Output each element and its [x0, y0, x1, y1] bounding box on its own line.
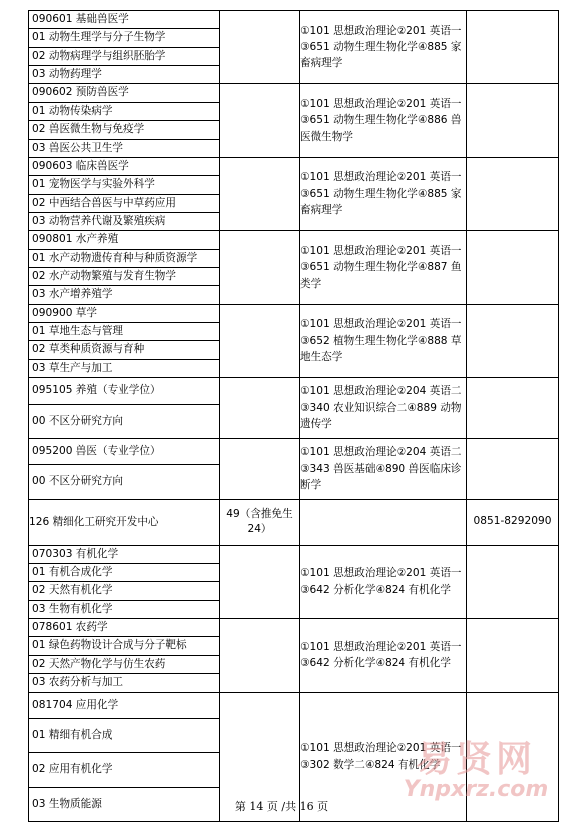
page-footer: 第 14 页 /共 16 页: [234, 800, 329, 813]
research-direction: 01 宠物医学与实验外科学: [29, 176, 219, 194]
major-name: 081704 应用化学: [29, 693, 219, 719]
quota-cell: [220, 545, 300, 618]
research-direction: 02 天然产物化学与仿生农药: [29, 656, 219, 674]
major-cell: [29, 84, 220, 157]
table-row: [29, 545, 559, 618]
research-direction: 01 动物生理学与分子生物学: [29, 29, 219, 47]
major-name: 095200 兽医（专业学位）: [29, 439, 219, 465]
quota-cell: [220, 438, 300, 499]
department-name: 126 精细化工研究开发中心: [29, 499, 220, 545]
quota-cell: [220, 378, 300, 439]
major-cell: [29, 545, 220, 618]
department-phone: 0851-8292090: [467, 499, 559, 545]
research-direction: 01 精细有机合成: [29, 719, 219, 753]
research-direction: 03 农药分析与加工: [32, 676, 124, 689]
major-cell: [29, 304, 220, 377]
research-direction: 02 草类种质资源与育种: [29, 341, 219, 359]
major-cell: [29, 157, 220, 230]
exam-subjects: ①101 思想政治理论②201 英语一③642 分析化学④824 有机化学: [300, 619, 467, 692]
contact-cell: [467, 545, 559, 618]
research-direction: 03 动物药理学: [32, 68, 102, 81]
major-name: 078601 农药学: [29, 619, 219, 637]
major-cell: [29, 231, 220, 304]
contact-cell: [467, 157, 559, 230]
contact-cell: [467, 619, 559, 692]
major-name: 090603 临床兽医学: [29, 158, 219, 176]
exam-subjects: ①101 思想政治理论②201 英语一③651 动物生理生物化学④886 兽医微生物学: [300, 84, 467, 157]
contact-cell: [467, 378, 559, 439]
exam-subjects: ①101 思想政治理论②201 英语一③642 分析化学④824 有机化学: [300, 545, 467, 618]
table-row: [29, 84, 559, 157]
table-row: [29, 304, 559, 377]
department-quota: 49（含推免生 24）: [220, 499, 300, 545]
research-direction: 03 兽医公共卫生学: [32, 141, 124, 154]
table-row: [29, 619, 559, 692]
exam-subjects: ①101 思想政治理论②201 英语一③651 动物生理生物化学④887 鱼类学: [300, 231, 467, 304]
research-direction: 03 生物质能源: [32, 797, 102, 810]
major-name: 090900 草学: [29, 305, 219, 323]
major-name: 090602 预防兽医学: [29, 84, 219, 102]
major-name: 070303 有机化学: [29, 546, 219, 564]
major-cell: [29, 378, 220, 439]
exam-subjects: ①101 思想政治理论②204 英语二③340 农业知识综合二④889 动物遗传学: [300, 378, 467, 439]
research-direction: 03 水产增养殖学: [32, 288, 113, 301]
research-direction: 03 草生产与加工: [32, 361, 113, 374]
major-name: 090801 水产养殖: [29, 231, 219, 249]
quota-cell: [220, 304, 300, 377]
major-name: 090601 基础兽医学: [29, 11, 219, 29]
watermark-en: Ynpxrz.com: [403, 777, 549, 802]
research-direction: 01 动物传染病学: [29, 103, 219, 121]
research-direction: 02 动物病理学与组织胚胎学: [29, 48, 219, 66]
contact-cell: [467, 438, 559, 499]
contact-cell: [467, 84, 559, 157]
major-cell: [29, 11, 220, 84]
research-direction: 02 兽医微生物与免疫学: [29, 121, 219, 139]
table-row: [29, 157, 559, 230]
research-direction: 02 天然有机化学: [29, 582, 219, 600]
exam-subjects: ①101 思想政治理论②204 英语二③343 兽医基础④890 兽医临床诊断学: [300, 438, 467, 499]
quota-cell: [220, 619, 300, 692]
major-cell: [29, 619, 220, 692]
table-row: [29, 231, 559, 304]
major-name: 095105 养殖（专业学位）: [29, 378, 219, 404]
research-direction: 01 草地生态与管理: [29, 323, 219, 341]
research-direction: 03 动物营养代谢及繁殖疾病: [32, 214, 166, 227]
quota-cell: [220, 231, 300, 304]
research-direction: 01 水产动物遗传育种与种质资源学: [29, 250, 219, 268]
research-direction: 01 有机合成化学: [29, 564, 219, 582]
contact-cell: [467, 231, 559, 304]
catalog-table: [28, 10, 559, 822]
department-row: [29, 499, 559, 545]
exam-subjects: ①101 思想政治理论②201 英语一③651 动物生理生物化学④885 家畜病理学: [300, 157, 467, 230]
major-cell: [29, 438, 220, 499]
table-row: [29, 378, 559, 439]
research-direction: 02 水产动物繁殖与发育生物学: [29, 268, 219, 286]
watermark-cn: 易贤网: [415, 739, 536, 780]
contact-cell: [467, 11, 559, 84]
quota-cell: [220, 84, 300, 157]
exam-subjects: ①101 思想政治理论②201 英语一③651 动物生理生物化学④885 家畜病理学: [300, 11, 467, 84]
research-direction: 01 绿色药物设计合成与分子靶标: [29, 637, 219, 655]
research-direction: 00 不区分研究方向: [32, 414, 124, 427]
research-direction: 00 不区分研究方向: [32, 475, 124, 488]
quota-cell: [220, 11, 300, 84]
table-row: [29, 11, 559, 84]
quota-cell: [220, 157, 300, 230]
research-direction: 02 应用有机化学: [29, 753, 219, 787]
department-exam-cell: [300, 499, 467, 545]
contact-cell: [467, 304, 559, 377]
research-direction: 03 生物有机化学: [32, 602, 113, 615]
research-direction: 02 中西结合兽医与中草药应用: [29, 195, 219, 213]
table-row: [29, 438, 559, 499]
exam-subjects: ①101 思想政治理论②201 英语一③652 植物生理生物化学④888 草地生态学: [300, 304, 467, 377]
exam-subjects: ①101 思想政治理论②201 英语一③302 数学二④824 有机化学: [300, 692, 467, 821]
